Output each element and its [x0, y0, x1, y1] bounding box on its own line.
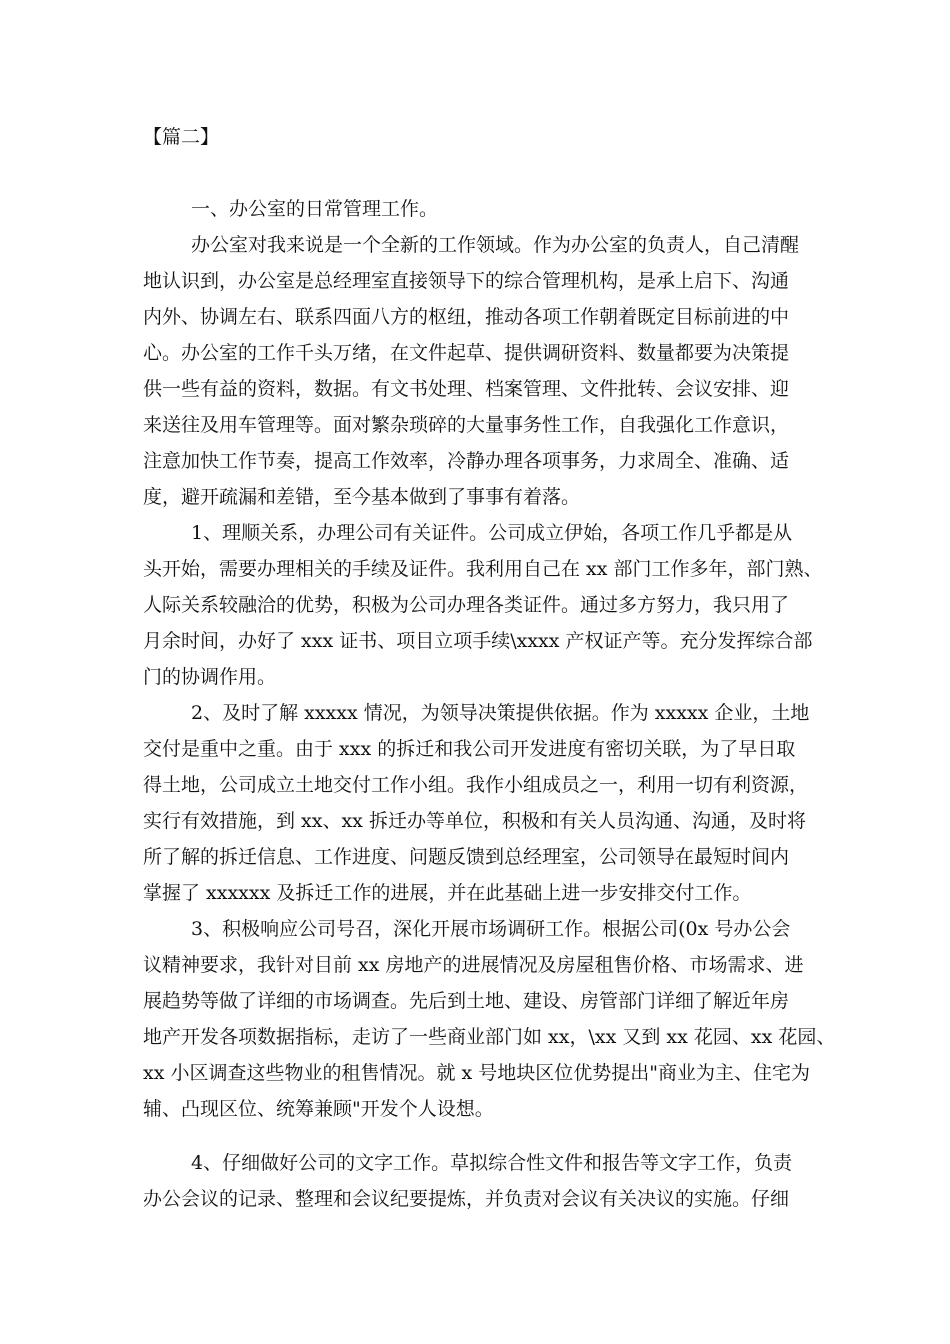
text-line: 头开始，需要办理相关的手续及证件。我利用自己在 xx 部门工作多年，部门熟、 [143, 558, 823, 580]
text-line: xx 小区调查这些物业的租售情况。就 x 号地块区位优势提出"商业为主、住宅为 [143, 1062, 811, 1084]
text-line: 办公会议的记录、整理和会议纪要提炼，并负责对会议有关决议的实施。仔细 [143, 1188, 790, 1210]
text-line: 地产开发各项数据指标，走访了一些商业部门如 xx，\xx 又到 xx 花园、xx 花园、 [143, 1026, 836, 1048]
text-line: 门的协调作用。 [143, 666, 277, 688]
text-line: 交付是重中之重。由于 xxx 的拆迁和我公司开发进度有密切关联，为了早日取 [143, 738, 796, 760]
text-line: 展趋势等做了详细的市场调查。先后到土地、建设、房管部门详细了解近年房 [143, 990, 790, 1012]
text-line: 辅、凸现区位、统筹兼顾"开发个人设想。 [143, 1098, 494, 1120]
text-line: 注意加快工作节奏，提高工作效率，冷静办理各项事务，力求周全、准确、适 [143, 450, 790, 472]
text-line: 得土地，公司成立土地交付工作小组。我作小组成员之一，利用一切有利资源， [143, 774, 809, 796]
text-line: 人际关系较融洽的优势，积极为公司办理各类证件。通过多方努力，我只用了 [143, 594, 790, 616]
text-line: 地认识到，办公室是总经理室直接领导下的综合管理机构，是承上启下、沟通 [143, 270, 790, 292]
text-line: 1、理顺关系，办理公司有关证件。公司成立伊始，各项工作几乎都是从 [191, 522, 793, 544]
text-line: 供一些有益的资料，数据。有文书处理、档案管理、文件批转、会议安排、迎 [143, 378, 790, 400]
text-line: 实行有效措施，到 xx、xx 拆迁办等单位，积极和有关人员沟通、沟通，及时将 [143, 810, 806, 832]
text-line: 度，避开疏漏和差错，至今基本做到了事事有着落。 [143, 486, 581, 508]
text-line: 4、仔细做好公司的文字工作。草拟综合性文件和报告等文字工作，负责 [191, 1152, 793, 1174]
section-title: 【篇二】 [143, 126, 220, 148]
text-line: 心。办公室的工作千头万绪，在文件起草、提供调研资料、数量都要为决策提 [143, 342, 790, 364]
text-line: 2、及时了解 xxxxx 情况，为领导决策提供依据。作为 xxxxx 企业，土地 [191, 702, 810, 724]
text-line: 月余时间，办好了 xxx 证书、项目立项手续\xxxx 产权证产等。充分发挥综合部 [143, 630, 813, 652]
text-line: 掌握了 xxxxxx 及拆迁工作的进展，并在此基础上进一步安排交付工作。 [143, 882, 752, 904]
text-line: 办公室对我来说是一个全新的工作领域。作为办公室的负责人，自己清醒 [191, 234, 800, 256]
text-line: 所了解的拆迁信息、工作进度、问题反馈到总经理室，公司领导在最短时间内 [143, 846, 790, 868]
text-line: 来送往及用车管理等。面对繁杂琐碎的大量事务性工作，自我强化工作意识， [143, 414, 790, 436]
text-line: 内外、协调左右、联系四面八方的枢纽，推动各项工作朝着既定目标前进的中 [143, 306, 790, 328]
text-line: 3、积极响应公司号召，深化开展市场调研工作。根据公司(0x 号办公会 [191, 918, 791, 940]
paragraph-heading: 一、办公室的日常管理工作。 [191, 198, 439, 220]
text-line: 议精神要求，我针对目前 xx 房地产的进展情况及房屋租售价格、市场需求、进 [143, 954, 804, 976]
